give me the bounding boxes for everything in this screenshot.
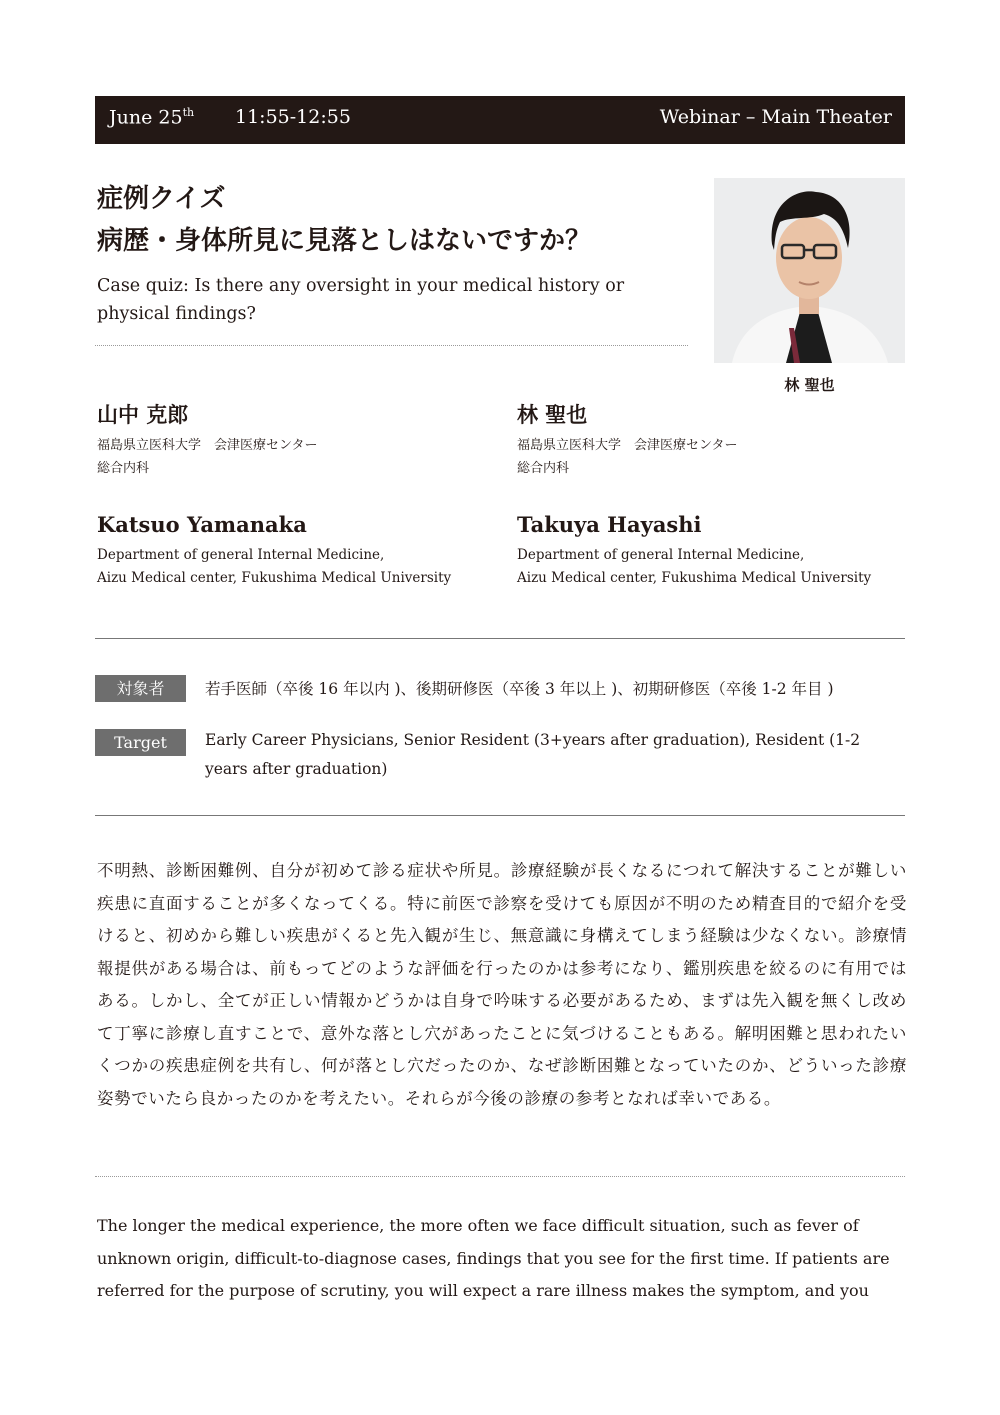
speaker-name-ja: 林 聖也 bbox=[517, 402, 588, 427]
speaker-affiliation-ja: 福島県立医科大学 会津医療センター 総合内科 bbox=[97, 438, 318, 476]
abstract-en: The longer the medical experience, the more often we face difficult situation, such as fever of unknown origin, difficult-to-diagnose cases, findings that you see for the first time. If patients are referred for the purpose of scrutiny, you will expect a rare illness makes the symptom, and you bbox=[97, 1216, 890, 1300]
speaker-name-en: Takuya Hayashi bbox=[517, 512, 702, 537]
speaker-affiliation-en: Department of general Internal Medicine, Aizu Medical center, Fukushima Medical University bbox=[97, 547, 452, 586]
speaker-affiliation-en: Department of general Internal Medicine, Aizu Medical center, Fukushima Medical University bbox=[517, 547, 872, 586]
photo-caption: 林 聖也 bbox=[784, 376, 835, 394]
audience-bottom-rule bbox=[95, 815, 905, 816]
title-divider bbox=[95, 345, 688, 346]
speaker-photo bbox=[714, 178, 905, 363]
session-time: 11:55-12:55 bbox=[235, 106, 351, 128]
audience-label-en: Target bbox=[95, 729, 186, 756]
audience-label-ja: 対象者 bbox=[95, 675, 186, 702]
speaker-card-hayashi bbox=[517, 400, 917, 590]
session-header-bar bbox=[95, 96, 905, 144]
speaker-affiliation-ja: 福島県立医科大学 会津医療センター 総合内科 bbox=[517, 438, 738, 476]
title-ja-line2: 病歴・身体所見に見落としはないですか？ bbox=[97, 226, 592, 256]
session-venue: Webinar – Main Theater bbox=[659, 106, 892, 128]
speaker-name-en: Katsuo Yamanaka bbox=[97, 512, 307, 537]
audience-top-rule bbox=[95, 638, 905, 639]
abstract-ja: 不明熱、診断困難例、自分が初めて診る症状や所見。診療経験が長くなるにつれて解決することが難しい疾患に直面することが多くなってくる。特に前医で診察を受けても原因が不明のため精査目的で紹介を受けると、初めから難しい疾患がくると先入観が生じ、無意識に身構えてしまう経験は少なくない。診療情報提供がある場合は、前もってどのような評価を行ったのかは参考になり、鑑別疾患を絞るのに有用ではある。しかし、全てが正しい情報かどうかは自身で吟味する必要があるため、まずは先入観を無くし改めて丁寧に診療し直すことで、意外な落とし穴があったことに気づけることもある。解明困難と思われたいくつかの疾患症例を共有し、何が落とし穴だったのか、なぜ診断困難となっていたのか、どういった診療姿勢でいたら良かったのかを考えたい。それらが今後の診療の参考となれば幸いである。 bbox=[97, 861, 907, 1108]
title-ja-line1: 症例クイズ bbox=[97, 184, 226, 214]
page-title-ja bbox=[97, 178, 591, 262]
page-title-en: Case quiz: Is there any oversight in your medical history or physical findings? bbox=[97, 276, 625, 324]
audience-text-ja: 若手医師（卒後 16 年以内 )、後期研修医（卒後 3 年以上 )、初期研修医（卒後 1-2 年目 ) bbox=[205, 680, 834, 698]
session-date: June 25th bbox=[109, 106, 195, 129]
audience-text-en: Early Career Physicians, Senior Resident (3+years after graduation), Resident (1-2 years after graduation) bbox=[205, 731, 861, 778]
speaker-name-ja: 山中 克郎 bbox=[97, 402, 189, 427]
speaker-card-yamanaka bbox=[97, 400, 497, 590]
abstract-divider bbox=[95, 1176, 905, 1177]
